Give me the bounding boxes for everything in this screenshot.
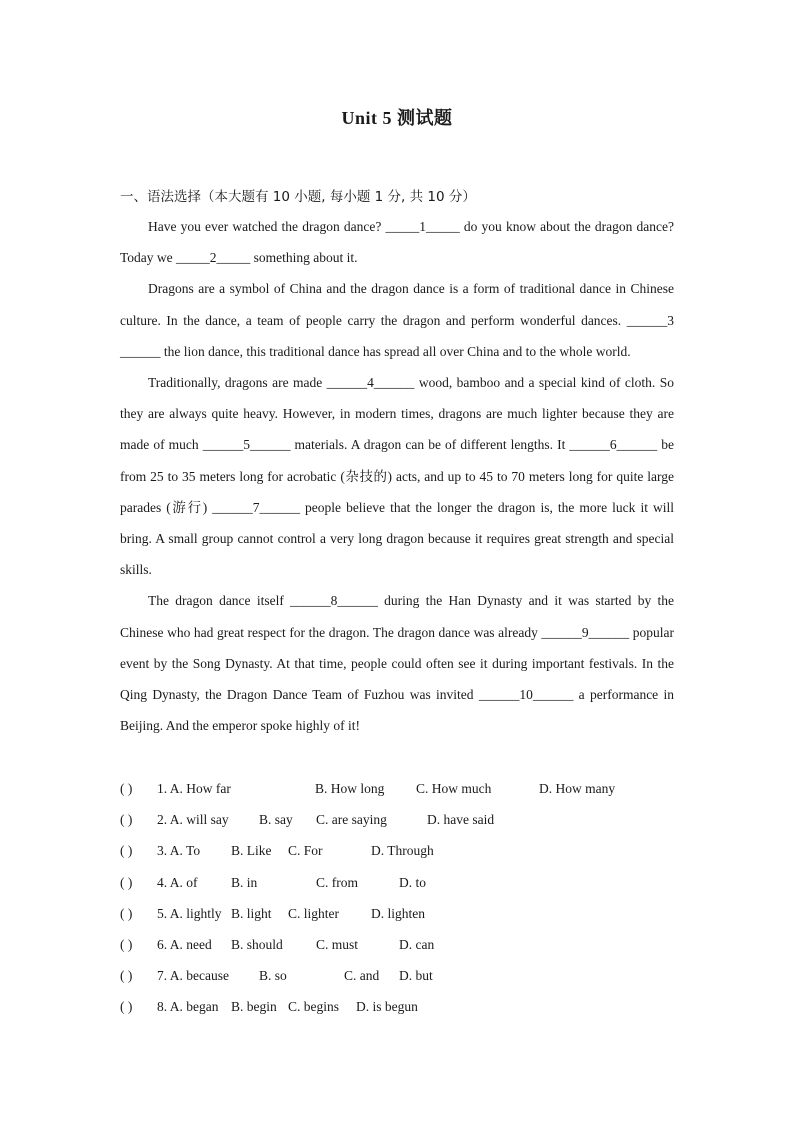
option-a: 8. A. began (157, 999, 219, 1015)
option-b: B. in (231, 874, 258, 890)
option-d: D. lighten (371, 905, 425, 921)
answer-blank: ( ) (120, 812, 133, 828)
option-a: 4. A. of (157, 874, 198, 890)
option-c: C. must (316, 936, 359, 952)
option-d: D. but (399, 968, 433, 984)
option-d: D. can (399, 936, 435, 952)
question-row (120, 867, 680, 898)
option-b: B. light (231, 905, 272, 921)
option-a: 3. A. To (157, 843, 201, 859)
option-a: 5. A. lightly (157, 905, 222, 921)
answer-blank: ( ) (120, 874, 133, 890)
option-a: 6. A. need (157, 936, 212, 952)
option-c: C. How much (416, 781, 492, 796)
option-d: D. Through (371, 843, 434, 859)
option-b: B. Like (231, 843, 272, 859)
option-c: C. from (316, 874, 358, 890)
answer-blank: ( ) (120, 843, 133, 859)
option-d: D. How many (539, 781, 616, 796)
question-row (120, 804, 680, 835)
answer-blank: ( ) (120, 968, 133, 984)
option-c: C. begins (288, 999, 340, 1015)
option-b: B. should (231, 936, 283, 952)
option-c: C. and (344, 968, 380, 984)
page-title: Unit 5 测试题 (341, 108, 453, 128)
answer-blank: ( ) (120, 936, 133, 952)
section-heading: 一、语法选择（本大题有 10 小题, 每小题 1 分, 共 10 分） (120, 189, 476, 205)
passage-paragraph: The dragon dance itself ______8______ during the Han Dynasty and it was started by the Chinese who had great respect for the dragon. The dragon dance was already ______9______ popular event by the Song Dynasty. At that time, people could often see it during important festivals. In the Qing Dynasty, the Dragon Dance Team of Fuzhou was invited ______10______ a performance in Beijing. And the emperor spoke highly of it! (120, 593, 674, 734)
question-row (120, 991, 680, 1022)
passage-paragraph: Dragons are a symbol of China and the dragon dance is a form of traditional dance in Chinese culture. In the dance, a team of people carry the dragon and perform wonderful dances. ______3 ______ the lion dance, this traditional dance has spread all over China and to the whole world. (120, 281, 674, 359)
option-a: 1. A. How far (157, 781, 231, 796)
passage (120, 211, 674, 741)
question-row (120, 835, 680, 866)
option-d: D. is begun (356, 999, 418, 1015)
passage-paragraph: Traditionally, dragons are made ______4______ wood, bamboo and a special kind of cloth. So they are always quite heavy. However, in modern times, dragons are much lighter because they are made of much ______5______ materials. A dragon can be of different lengths. It ______6______ be from 25 to 35 meters long for acrobatic (杂技的) acts, and up to 45 to 70 meters long for quite large parades (游行) ______7______ people believe that the longer the dragon is, the more luck it will bring. A small group cannot control a very long dragon because it requires great strength and special skills. (120, 375, 674, 578)
option-d: D. to (399, 874, 426, 890)
answer-blank: ( ) (120, 781, 133, 796)
passage-paragraph: Have you ever watched the dragon dance? _____1_____ do you know about the dragon dance? Today we _____2_____ something about it. (120, 219, 674, 266)
option-c: C. are saying (316, 812, 387, 828)
option-a: 2. A. will say (157, 812, 229, 828)
option-d: D. have said (427, 812, 495, 828)
option-b: B. so (259, 968, 287, 984)
answer-blank: ( ) (120, 905, 133, 921)
option-c: C. lighter (288, 905, 339, 921)
question-row (120, 898, 680, 929)
option-b: B. say (259, 812, 293, 828)
question-list (120, 773, 680, 1023)
option-b: B. begin (231, 999, 277, 1015)
option-a: 7. A. because (157, 968, 229, 984)
question-row (120, 960, 680, 991)
option-c: C. For (288, 843, 323, 859)
question-row (120, 929, 680, 960)
option-b: B. How long (315, 781, 385, 796)
answer-blank: ( ) (120, 999, 133, 1015)
question-row (120, 773, 680, 804)
